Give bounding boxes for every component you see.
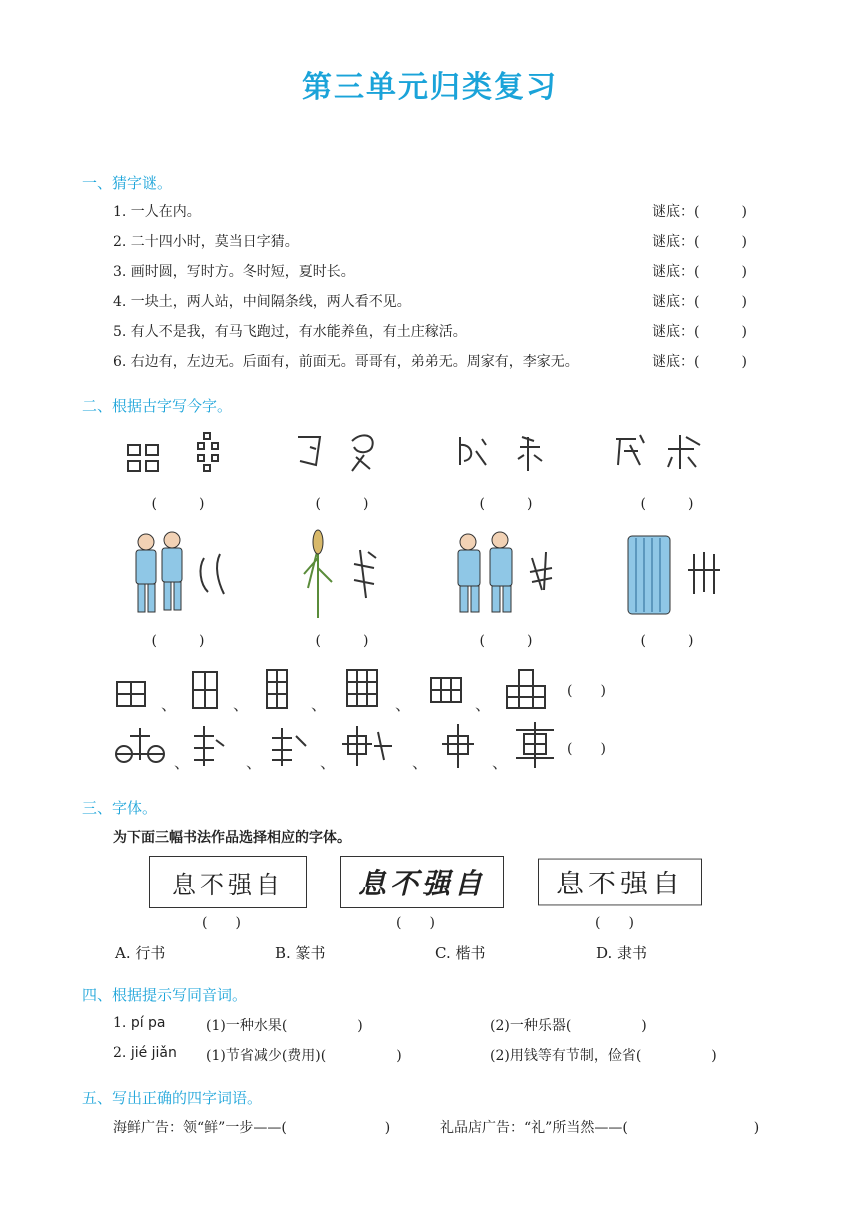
separator-comma: 、 <box>320 753 337 772</box>
answer-paren-r1-1[interactable]: ( ) <box>151 496 205 512</box>
page-title: 第三单元归类复习 <box>302 70 558 105</box>
riddle-item-2: 2. 二十四小时，莫当日字猜。 <box>113 234 299 250</box>
section-heading-ancient-chars: 二、根据古字写今字。 <box>82 397 233 415</box>
answer-paren-r1-3[interactable]: ( ) <box>479 496 533 512</box>
pinyin: jié jiǎn <box>130 1045 177 1061</box>
separator-comma: 、 <box>233 695 250 714</box>
answer-paren-r2-2[interactable]: ( ) <box>315 633 369 649</box>
answer-paren-work-3[interactable]: ( ) <box>595 915 634 931</box>
calligraphy-work-2: 息不强自 <box>340 856 504 908</box>
homophone-1a[interactable]: (1)一种水果( ) <box>206 1018 363 1034</box>
answer-paren-r2-3[interactable]: ( ) <box>479 633 533 649</box>
calligraphy-work-1: 息不强自 <box>149 856 307 908</box>
separator-comma: 、 <box>311 695 328 714</box>
option-d: D. 隶书 <box>596 944 648 962</box>
riddle-answer-1[interactable]: 谜底：( ) <box>652 204 747 220</box>
riddle-item-3: 3. 画时圆，写时方。冬时短，夏时长。 <box>113 264 355 280</box>
glyph-evolution-cart <box>112 720 567 772</box>
homophone-2a[interactable]: (1)节省减少(费用)( ) <box>206 1048 402 1064</box>
riddle-answer-4[interactable]: 谜底：( ) <box>652 294 747 310</box>
riddle-item-1: 1. 一人在内。 <box>113 204 201 220</box>
section-heading-riddles: 一、猜字谜。 <box>82 174 173 192</box>
answer-paren-work-2[interactable]: ( ) <box>396 915 435 931</box>
homophone-row-1 <box>113 1015 166 1031</box>
homophone-2b[interactable]: (2)用钱等有节制，俭省( ) <box>490 1048 717 1064</box>
section-heading-idioms: 五、写出正确的四字词语。 <box>82 1089 263 1107</box>
ancient-glyph-row-1 <box>120 425 740 477</box>
riddle-item-6: 6. 右边有，左边无。后面有，前面无。哥哥有，弟弟无。周家有，李家无。 <box>113 354 579 370</box>
riddle-answer-2[interactable]: 谜底：( ) <box>652 234 747 250</box>
separator-comma: 、 <box>412 753 429 772</box>
answer-paren-cart[interactable]: ( ) <box>567 741 606 757</box>
answer-paren-work-1[interactable]: ( ) <box>202 915 241 931</box>
ancient-illustration-row-2 <box>128 528 738 620</box>
answer-paren-r2-4[interactable]: ( ) <box>640 633 694 649</box>
riddle-answer-3[interactable]: 谜底：( ) <box>652 264 747 280</box>
instruction-text: 为下面三幅书法作品选择相应的字体。 <box>113 830 351 846</box>
riddle-item-4: 4. 一块土，两人站，中间隔条线，两人看不见。 <box>113 294 411 310</box>
answer-paren-r1-2[interactable]: ( ) <box>315 496 369 512</box>
section-heading-font: 三、字体。 <box>82 799 158 817</box>
option-b: B. 篆书 <box>275 944 326 962</box>
homophone-1b[interactable]: (2)一种乐器( ) <box>490 1018 647 1034</box>
section-heading-homophones: 四、根据提示写同音词。 <box>82 986 248 1004</box>
homophone-row-2 <box>113 1045 177 1061</box>
pinyin: pí pa <box>130 1015 166 1031</box>
riddle-answer-6[interactable]: 谜底：( ) <box>652 354 747 370</box>
riddle-item-5: 5. 有人不是我，有马飞跑过，有水能养鱼，有土庄稼活。 <box>113 324 467 340</box>
separator-comma: 、 <box>174 753 191 772</box>
glyph-evolution-field <box>115 664 565 716</box>
answer-paren-field[interactable]: ( ) <box>567 683 606 699</box>
option-c: C. 楷书 <box>435 944 486 962</box>
ad-seafood[interactable]: 海鲜广告：领“鲜”一步——( ) <box>113 1120 391 1136</box>
separator-comma: 、 <box>395 695 412 714</box>
separator-comma: 、 <box>492 753 509 772</box>
answer-paren-r1-4[interactable]: ( ) <box>640 496 694 512</box>
separator-comma: 、 <box>246 753 263 772</box>
separator-comma: 、 <box>475 695 492 714</box>
calligraphy-work-3: 息不强自 <box>538 859 702 906</box>
option-a: A. 行书 <box>115 944 166 962</box>
separator-comma: 、 <box>161 695 178 714</box>
answer-paren-r2-1[interactable]: ( ) <box>151 633 205 649</box>
row-number: 2. <box>113 1045 127 1061</box>
row-number: 1. <box>113 1015 127 1031</box>
ad-giftshop[interactable]: 礼品店广告：“礼”所当然——( ) <box>440 1120 760 1136</box>
riddle-answer-5[interactable]: 谜底：( ) <box>652 324 747 340</box>
